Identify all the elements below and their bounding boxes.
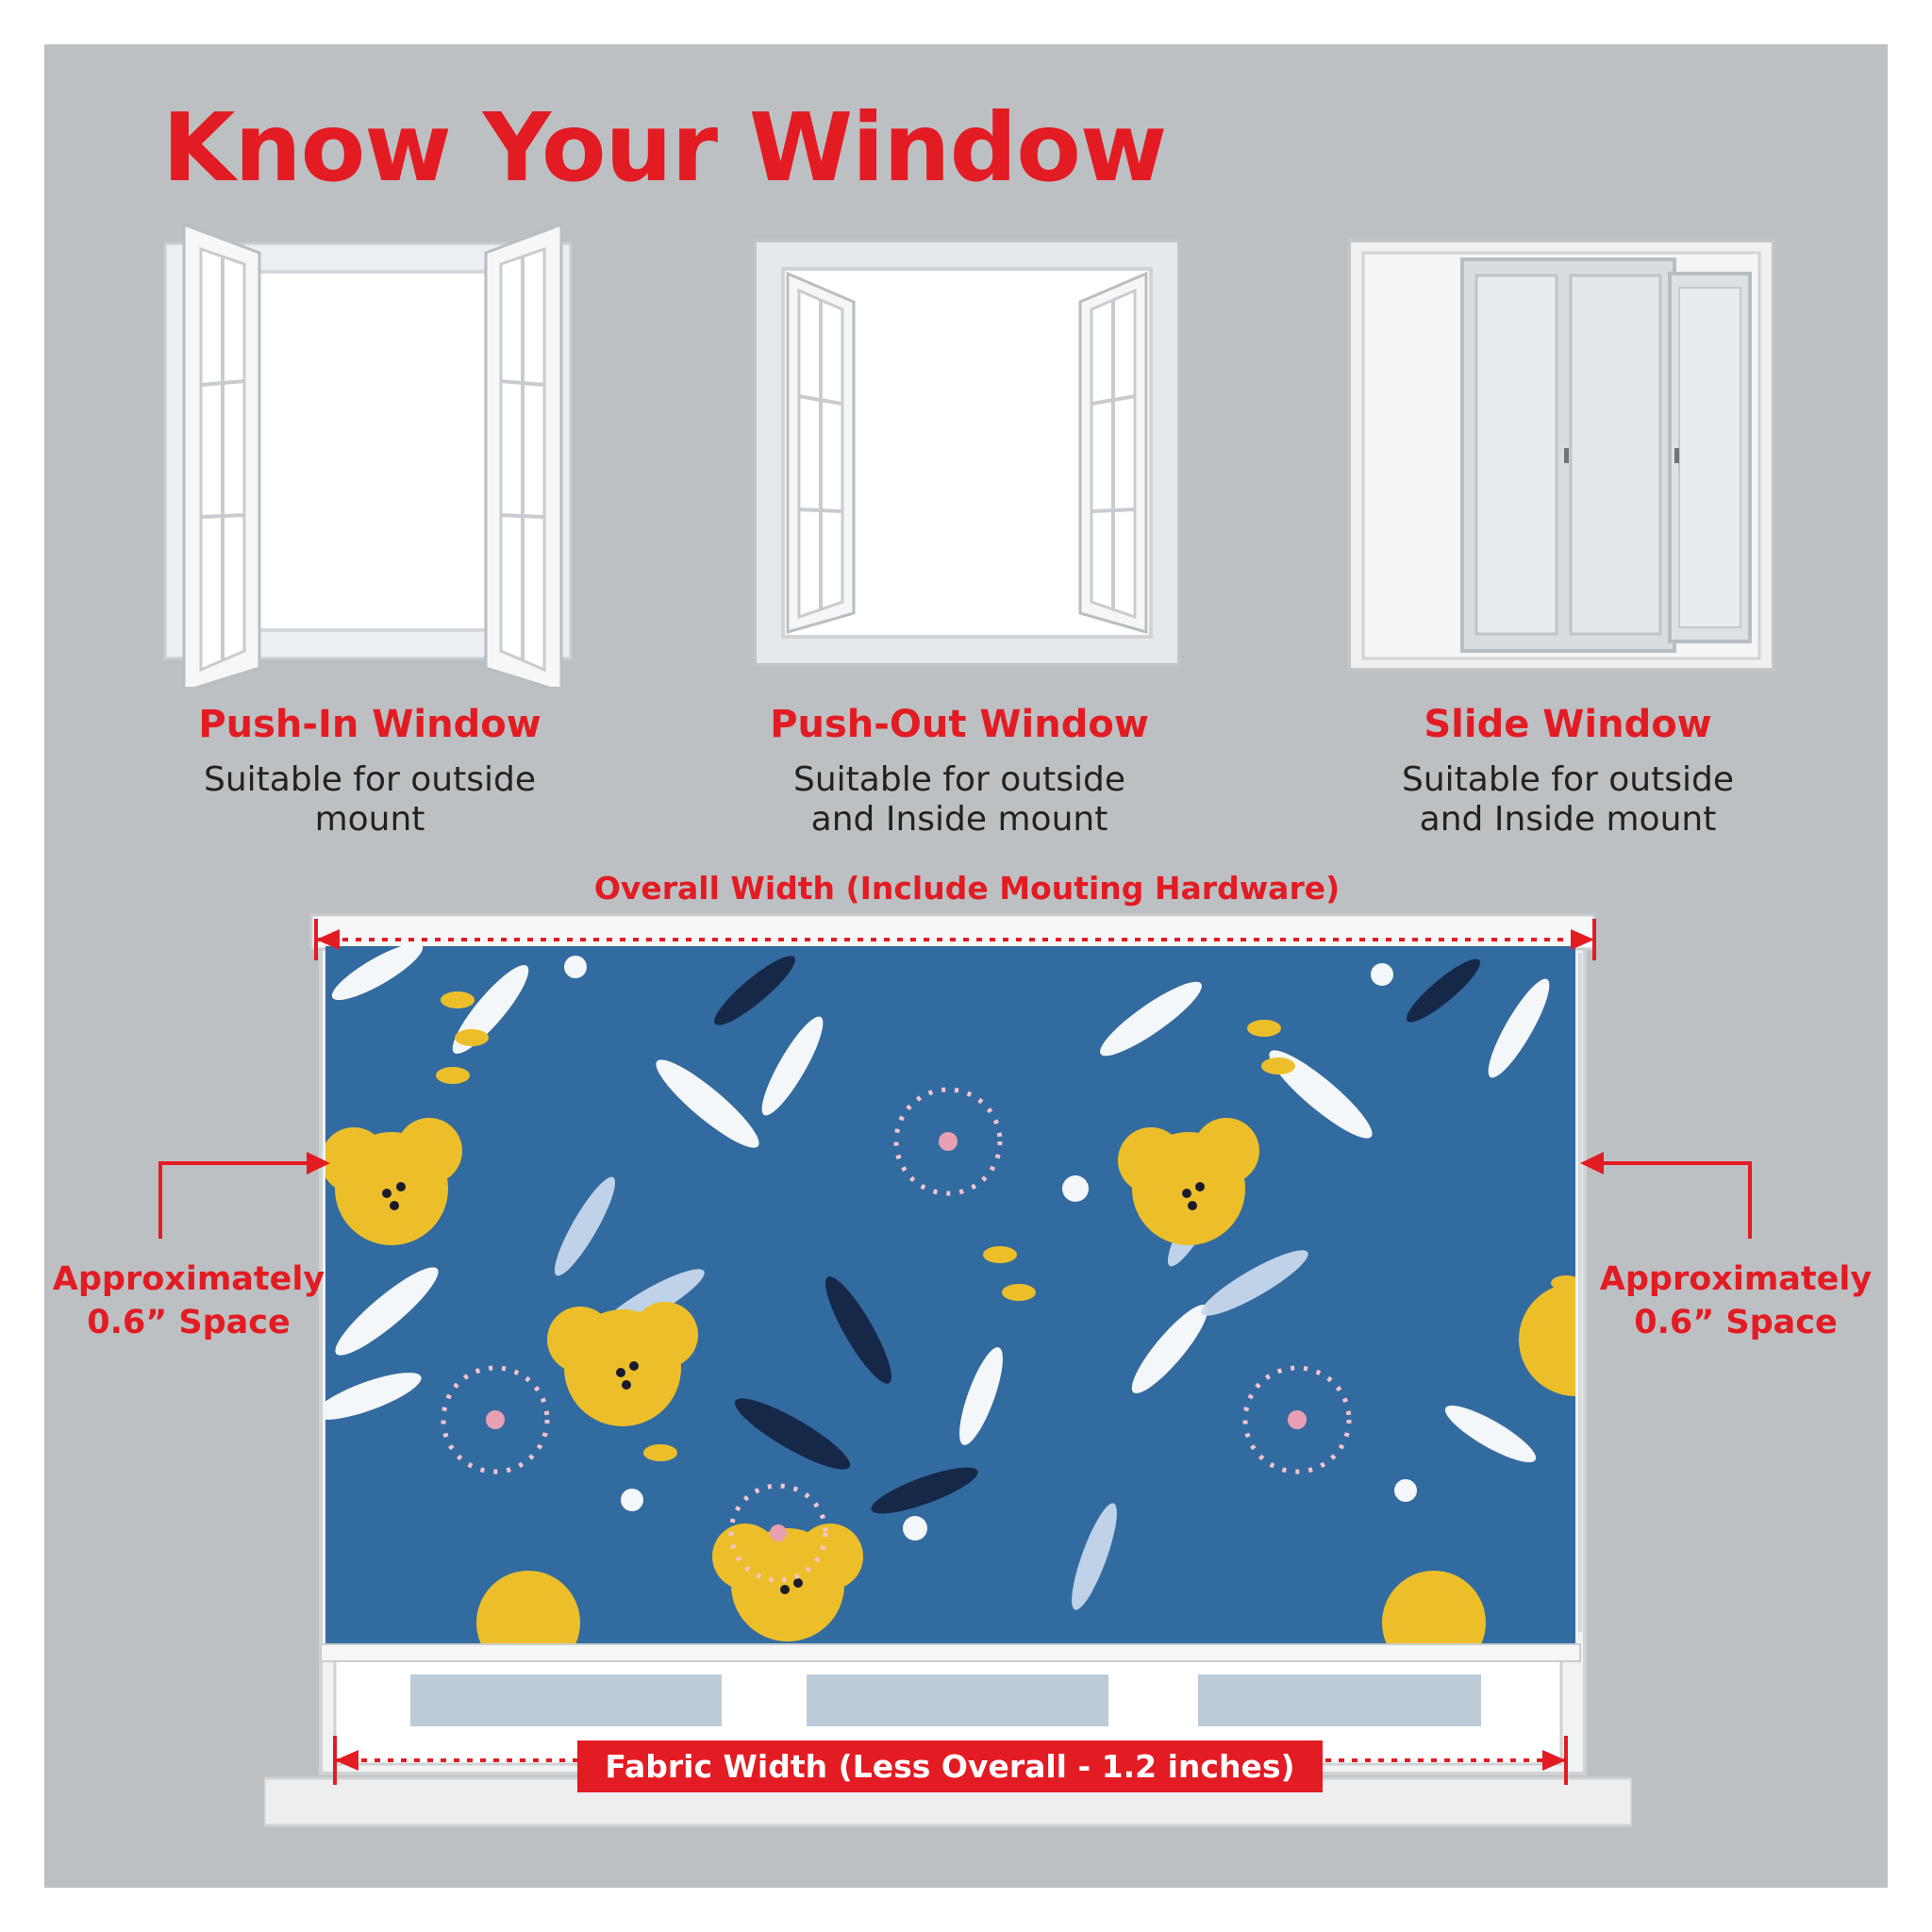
slide-window-desc-line1: Suitable for outside (1402, 760, 1734, 799)
slide-window-illustration (1344, 236, 1778, 675)
push-in-window-illustration (156, 215, 590, 687)
floral-fabric (309, 934, 1632, 1674)
push-out-window-illustration (750, 236, 1184, 670)
right-space-indicator (1571, 1149, 1759, 1243)
overall-width-label: Overall Width (Include Mouting Hardware) (593, 870, 1341, 907)
push-out-window-desc-line2: and Inside mount (810, 800, 1108, 839)
fabric-width-label: Fabric Width (Less Overall - 1.2 inches) (577, 1740, 1323, 1792)
right-space-label-line1: Approximately (1599, 1260, 1873, 1298)
left-space-label-line1: Approximately (52, 1260, 325, 1298)
slide-window-desc-line2: and Inside mount (1419, 800, 1717, 839)
push-out-window-desc-line1: Suitable for outside (793, 760, 1125, 799)
roller-blind-illustration (264, 906, 1632, 1830)
push-in-window-desc-line1: Suitable for outside (204, 760, 536, 799)
slide-window-label: Slide Window (1424, 703, 1712, 746)
push-in-window-label: Push-In Window (198, 703, 541, 746)
left-space-label-line2: 0.6” Space (87, 1304, 291, 1341)
push-in-window-desc-line2: mount (314, 800, 425, 839)
page-title: Know Your Window (162, 92, 1167, 203)
right-space-label-line2: 0.6” Space (1634, 1304, 1838, 1341)
left-space-indicator (151, 1149, 340, 1243)
push-out-window-label: Push-Out Window (770, 703, 1149, 746)
